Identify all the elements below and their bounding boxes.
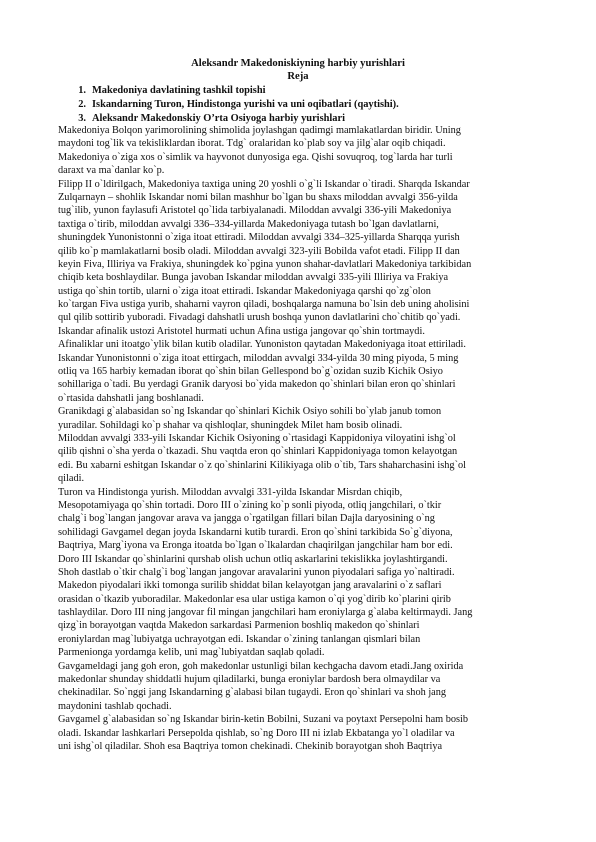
plan-item xyxy=(58,98,558,112)
text-line: oladi. Iskandar lashkarlari Persepolda qishlab, so`ng Doro III ni izlab Ekbatanga yo`l oladilar va xyxy=(58,727,455,739)
text-line: qilib ko`p mamlakatlarni bosib oladi. Miloddan avvalgi 323-yili Bobilda vafot etadi. Filipp II dan xyxy=(58,245,460,257)
text-line: Filipp II o`ldirilgach, Makedoniya taxtiga uning 20 yoshli o`g`li Iskandar o`tiradi. Sharqda Iskandar xyxy=(58,178,470,190)
plan-item-text: Makedoniya davlatining tashkil topishi xyxy=(92,85,266,96)
text-line: uni ishg`ol qiladilar. Shoh esa Baqtriya tomon chekinadi. Chekinib borayotgan shoh Baqtriya xyxy=(58,740,443,752)
text-line: o`rtasida dahshatli jang boshlanadi. xyxy=(58,392,204,404)
text-line: maydoni tog`lik va tekisliklardan iborat. Tdg` oralaridan ko`plab soy va jilg`alar oqib chiqadi. xyxy=(58,138,446,150)
text-line: Shoh dastlab o`tkir chalg`i bog`langan jangovar aravalarini yunon piyodalari safiga yo`naltiradi. xyxy=(58,566,455,578)
text-line: yuradilar. Sohildagi ko`p shahar va qishloqlar, shuningdek Milet ham bosib olinadi. xyxy=(58,419,403,431)
plan-item-number: 2. xyxy=(78,98,86,110)
document-title: Aleksandr Makedoniskiyning harbiy yurishlari xyxy=(191,58,405,69)
text-line: Iskandar afinalik ustozi Aristotel hurmati uchun Afina ustiga jangovar qo`shin tortmaydi. xyxy=(58,325,425,337)
text-line: maydonini tashlab qochadi. xyxy=(58,700,172,712)
text-line: Makedoniya o`ziga xos o`simlik va hayvonot dunyosiga ega. Qishi sovuqroq, tog`larda har turli xyxy=(58,151,453,163)
plan-list xyxy=(58,84,558,125)
plan-item-number: 1. xyxy=(78,85,86,96)
plan-item-text: Aleksandr Makedonskiy O’rta Osiyoga harbiy yurishlari xyxy=(92,112,345,124)
text-line: Zulqarnayn – shohlik Iskandar nomi bilan mashhur bo`lgan bu shaxs miloddan avvalgi 356-yilda xyxy=(58,191,458,203)
plan-item-text: Iskandarning Turon, Hindistonga yurishi va uni oqibatlari (qaytishi). xyxy=(92,98,399,110)
plan-item xyxy=(58,84,558,98)
text-line: makedonlar shunday shiddatli hujum qiladilarki, bunga eroniylar bardosh bera olmaydilar va xyxy=(58,674,441,686)
plan-item-number: 3. xyxy=(78,112,86,124)
text-line: eroniylardan mag`lubiyatga uchrayotgan edi. Iskandar o`zining tanlangan qismlari bilan xyxy=(58,633,421,645)
text-line: tashlaydilar. Doro III ning jangovar fil mingan jangchilari ham eroniylarga g`alaba keltirmaydi. Jang xyxy=(58,607,473,619)
text-line: Turon va Hindistonga yurish. Miloddan avvalgi 331-yilda Iskandar Misrdan chiqib, xyxy=(58,486,403,498)
text-line: Doro III Iskandar qo`shinlarini qurshab olish uchun otliq askarlarini tekislikka joylashtirgandi. xyxy=(58,553,448,565)
text-line: qilib qishni o`sha yerda o`tkazadi. Shu vaqtda eron qo`shinlari Kappidoniyaga tomon kelayotgan xyxy=(58,446,458,458)
text-line: Miloddan avvalgi 333-yili Iskandar Kichik Osiyoning o`rtasidagi Kappidoniya viloyatini ishg`ol xyxy=(58,432,456,444)
text-line: daraxt va ma`danlar ko`p. xyxy=(58,165,165,177)
text-line: Gavgameldagi jang goh eron, goh makedonlar ustunligi bilan kechgacha davom etadi.Jang oxirida xyxy=(58,660,464,672)
text-line: Parmenionga yordamga kelib, uni mag`lubiyatdan saqlab qoladi. xyxy=(58,647,325,659)
text-line: Gavgamel g`alabasidan so`ng Iskandar birin-ketin Bobilni, Suzani va poytaxt Persepolni ham bosib xyxy=(58,714,469,726)
text-line: chiqib keta boshlaydilar. Bunga javoban Iskandar miloddan avvalgi 335-yili Illiriya va Frakiya xyxy=(58,272,449,284)
text-line: Makedoniya Bolqon yarimorolining shimolida joylashgan qadimgi mamlakatlardan biridir. Uning xyxy=(58,125,461,136)
text-line: Baqtriya, Marg`iyona va Eronga itoatda bo`lgan o`lkalardan chaqirilgan jangchilar ham bor edi. xyxy=(58,540,453,552)
text-line: taxtiga o`tirib, miloddan avvalgi 336–334-yillarda Makedoniyaga tutash bo`lgan davlatlarni, xyxy=(58,218,439,230)
text-line: qul qilib sottirib yuboradi. Fivadagi dahshatli urush boshqa yunon davlatlarini cho`chitib qo`yadi. xyxy=(58,312,461,324)
text-line: keyin Fiva, Illiriya va Frakiya, shuningdek ko`pgina yunon shahar-davlatlari Makedoniya tarkibidan xyxy=(58,258,472,270)
text-line: Afinaliklar uni itoatgo`ylik bilan kutib oladilar. Yunoniston qaytadan Makedoniyaga itoat ettiriladi. xyxy=(58,339,466,351)
text-line: ko`targan Fiva ustiga yurib, shaharni vayron qiladi, boshqalarga namuna bo`lsin deb uning aholisini xyxy=(58,299,470,311)
document-subtitle: Reja xyxy=(287,71,309,82)
text-line: Granikdagi g`alabasidan so`ng Iskandar qo`shinlari Kichik Osiyo sohili bo`ylab janub tomon xyxy=(58,406,442,418)
text-line: qiladi. xyxy=(58,473,85,485)
text-line: chalg`i bog`langan jangovar arava va jangga o`rgatilgan fillari bilan Dajla daryosining o`ng xyxy=(58,513,435,525)
document-body xyxy=(58,124,540,753)
text-line: otliq va 165 harbiy kemadan iborat qo`shin bilan Gellespond bo`g`ozidan suzib Kichik Osiyo xyxy=(58,366,443,378)
text-line: edi. Bu xabarni eshitgan Iskandar o`z qo`shinlarini Kilikiyaga olib o`tib, Tars shaharchasini ishg`ol xyxy=(58,459,467,471)
text-line: qizg`in borayotgan vaqtda Makedon sarkardasi Parmenion boshliq makedon qo`shinlari xyxy=(58,620,420,632)
text-line: sohilidagi Gavgamel degan joyda Iskandarni kutib turardi. Eron qo`shini tarkibida So`g`diyona, xyxy=(58,526,453,538)
text-line: shuningdek Yunonistonni o`ziga itoat ettiradi. Miloddan avvalgi 334–325-yillarda Sharqqa yurish xyxy=(58,232,460,244)
text-line: orasidan o`tkazib yuboradilar. Makedonlar esa ular ustiga kamon o`qi yog`dirib ko`plarini qirib xyxy=(58,593,451,605)
text-line: ustiga qo`shin tortib, ularni o`ziga itoat ettiradi. Iskandar Makedoniyaga qarshi qo`zg`olon xyxy=(58,285,431,297)
text-line: sohillariga o`tadi. Bu yerdagi Granik daryosi bo`yida makedon qo`shinlari bilan eron qo`shinlari xyxy=(58,379,456,391)
text-line: chekinadilar. So`nggi jang Iskandarning g`alabasi bilan tugaydi. Eron qo`shinlari va shoh jang xyxy=(58,687,447,699)
text-line: Iskandar Yunonistonni o`ziga itoat ettirgach, miloddan avvalgi 334-yilda 30 ming piyoda, 5 ming xyxy=(58,352,459,364)
text-line: Mesopotamiyaga qo`shin tortadi. Doro III o`zining ko`p sonli piyoda, otliq jangchilari, o`tkir xyxy=(58,499,442,511)
text-line: tug`ilib, yunon faylasufi Aristotel qo`lida tarbiyalanadi. Miloddan avvalgi 336-yili Makedoniya xyxy=(58,205,452,217)
text-line: Makedon piyodalari ikki tomonga surilib shiddat bilan kelayotgan jang aravalarini o`z saflari xyxy=(58,580,442,592)
